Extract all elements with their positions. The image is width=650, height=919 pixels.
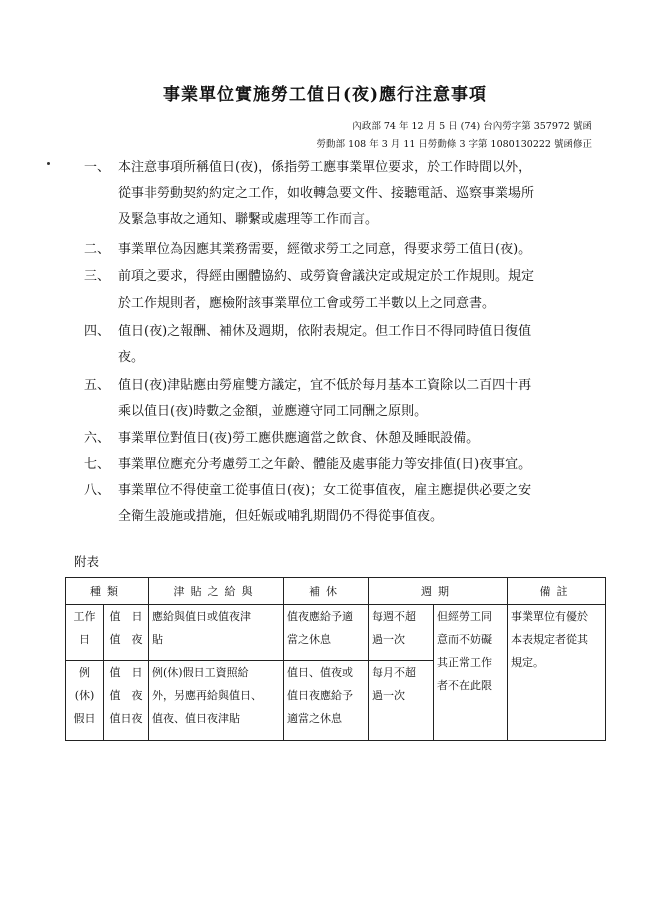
rest-text: 適當之休息: [287, 712, 342, 725]
type-text: 值 日: [109, 610, 143, 623]
period-text: 過一次: [372, 633, 405, 646]
type-text: 值 夜: [109, 633, 143, 646]
item-number: 六、: [84, 431, 111, 446]
item-text-line: 夜。: [118, 350, 145, 365]
header-allowance: 津貼之給與: [149, 578, 284, 605]
allowance-text: 例(休)假日工資照給: [152, 666, 249, 679]
item-text-line: 值日(夜)津貼應由勞雇雙方議定，宜不低於每月基本工資除以二百四十再: [118, 378, 532, 393]
category-text: 日: [79, 633, 90, 646]
rest-text: 當之休息: [287, 633, 331, 646]
period-cell: [369, 605, 434, 661]
period-note-cell: [434, 605, 508, 741]
source-line-2: 勞動部 108 年 3 月 11 日勞動條 3 字第 1080130222 號函修正: [316, 139, 592, 150]
type-text: 值 日: [109, 666, 143, 679]
allowance-cell: [149, 605, 284, 661]
period-note-text: 其正常工作: [437, 656, 492, 669]
remark-text: 事業單位有優於: [511, 610, 588, 623]
type-cell: [104, 605, 149, 661]
category-text: 假日: [73, 712, 96, 725]
item-text-line: 事業單位不得使童工從事值日(夜)；女工從事值夜，雇主應提供必要之安: [118, 483, 532, 498]
period-text: 每週不超: [372, 610, 416, 623]
remark-cell: [508, 605, 606, 741]
item-number: 二、: [84, 242, 111, 257]
item-number: 七、: [84, 457, 111, 472]
item-text-line: 全衛生設施或措施，但妊娠或哺乳期間仍不得從事值夜。: [118, 509, 444, 524]
item-text-line: 及緊急事故之通知、聯繫或處理等工作而言。: [118, 212, 379, 227]
header-category: 種類: [66, 578, 149, 605]
category-cell: [66, 605, 104, 661]
category-text: (休): [74, 689, 95, 702]
allowance-cell: [149, 661, 284, 741]
type-text: 值日夜: [109, 712, 143, 725]
rest-text: 值日夜應給予: [287, 689, 353, 702]
table-header-row: [66, 578, 606, 605]
rest-text: 值日、值夜或: [287, 666, 353, 679]
remark-text: 本表規定者從其: [511, 633, 588, 646]
period-text: 每月不超: [372, 666, 416, 679]
allowance-text: 外，另應再給與值日、: [152, 689, 262, 702]
period-text: 過一次: [372, 689, 405, 702]
period-note-text: 者不在此限: [437, 679, 492, 692]
item-text-line: 事業單位應充分考慮勞工之年齡、體能及處事能力等安排值(日)夜事宜。: [118, 457, 532, 472]
item-text-line: 本注意事項所稱值日(夜)，係指勞工應事業單位要求，於工作時間以外，: [118, 160, 532, 175]
rest-text: 值夜應給予適: [287, 610, 353, 623]
item-text-line: 前項之要求，得經由團體協約、或勞資會議決定或規定於工作規則。規定: [118, 269, 535, 284]
type-cell: [104, 661, 149, 741]
remark-text: 規定。: [511, 656, 544, 669]
item-text-line: 事業單位為因應其業務需要，經徵求勞工之同意，得要求勞工值日(夜)。: [118, 242, 532, 257]
item-number: 四、: [84, 324, 111, 339]
item-text-line: 值日(夜)之報酬、補休及週期，依附表規定。但工作日不得同時值日復值: [118, 324, 532, 339]
type-text: 值 夜: [109, 689, 143, 702]
item-number: 五、: [84, 378, 111, 393]
rest-cell: [284, 605, 369, 661]
period-note-text: 但經勞工同: [437, 610, 492, 623]
period-cell: [369, 661, 434, 741]
source-line-1: 內政部 74 年 12 月 5 日 (74) 台內勞字第 357972 號函: [352, 121, 592, 132]
period-note-text: 意而不妨礙: [437, 633, 492, 646]
document-title: 事業單位實施勞工值日(夜)應行注意事項: [162, 85, 488, 105]
header-remark: 備註: [508, 578, 606, 605]
category-text: 例: [79, 666, 90, 679]
rest-cell: [284, 661, 369, 741]
table-row-workday: [66, 605, 606, 661]
attachment-label: 附表: [74, 554, 100, 569]
allowance-text: 值夜、值日夜津貼: [152, 712, 240, 725]
scan-speck: [47, 162, 50, 165]
header-period: 週期: [369, 578, 508, 605]
allowance-text: 貼: [152, 633, 163, 646]
item-number: 一、: [84, 160, 111, 175]
attachment-table: [65, 577, 606, 741]
category-text: 工作: [73, 610, 96, 623]
allowance-text: 應給與值日或值夜津: [152, 610, 251, 623]
item-text-line: 事業單位對值日(夜)勞工應供應適當之飲食、休憩及睡眠設備。: [118, 431, 480, 446]
item-number: 八、: [84, 483, 111, 498]
header-rest: 補休: [284, 578, 369, 605]
item-number: 三、: [84, 269, 111, 284]
item-text-line: 從事非勞動契約約定之工作，如收轉急要文件、接聽電話、巡察事業場所: [118, 186, 535, 201]
item-text-line: 於工作規則者，應檢附該事業單位工會或勞工半數以上之同意書。: [118, 296, 496, 311]
category-cell: [66, 661, 104, 741]
item-text-line: 乘以值日(夜)時數之金額，並應遵守同工同酬之原則。: [118, 404, 428, 419]
